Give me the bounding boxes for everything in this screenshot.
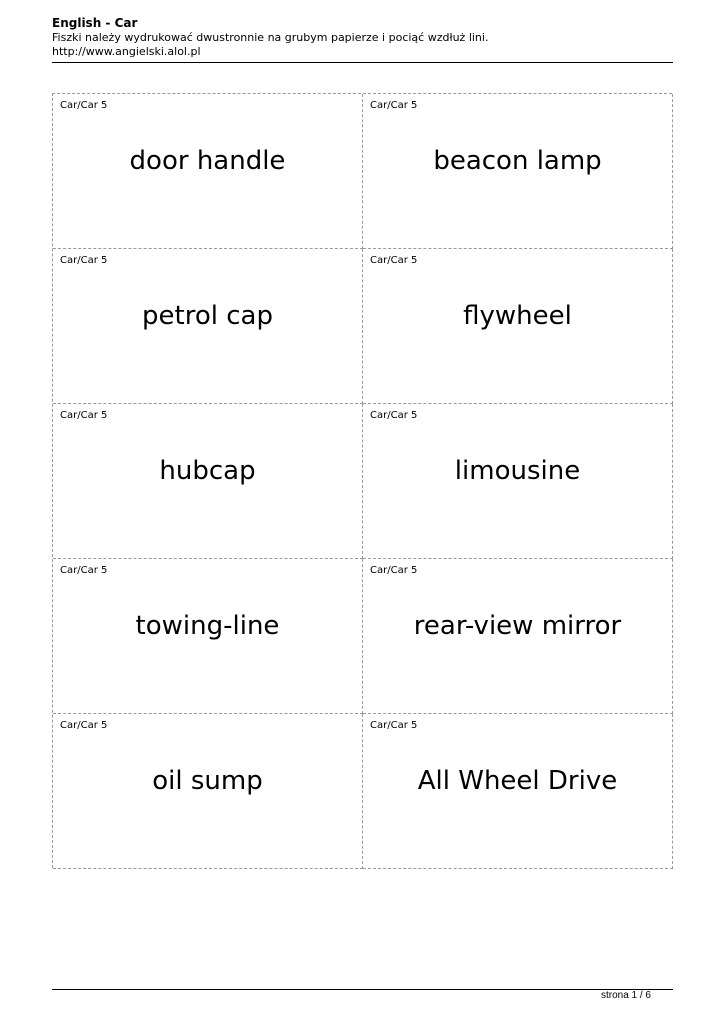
- card-word: beacon lamp: [433, 146, 602, 176]
- card-word: door handle: [129, 146, 286, 176]
- print-instructions: Fiszki należy wydrukować dwustronnie na grubym papierze i pociąć wzdłuż lini.: [52, 31, 489, 44]
- flashcard: [363, 94, 673, 249]
- card-word: oil sump: [152, 766, 263, 796]
- page-header: [52, 16, 673, 59]
- header-divider: [52, 62, 673, 63]
- flashcard: [53, 559, 363, 714]
- card-category: Car/Car 5: [60, 720, 108, 731]
- card-word: hubcap: [159, 456, 256, 486]
- flashcard: [363, 559, 673, 714]
- source-url: http://www.angielski.alol.pl: [52, 45, 201, 58]
- flashcard-grid: [52, 93, 672, 868]
- card-category: Car/Car 5: [60, 565, 108, 576]
- page-number: strona 1 / 6: [600, 990, 651, 1001]
- card-word: limousine: [454, 456, 581, 486]
- card-category: Car/Car 5: [370, 255, 418, 266]
- flashcard: [363, 714, 673, 869]
- card-category: Car/Car 5: [370, 410, 418, 421]
- card-category: Car/Car 5: [370, 100, 418, 111]
- card-word: petrol cap: [142, 301, 273, 331]
- flashcard: [53, 714, 363, 869]
- card-category: Car/Car 5: [370, 720, 418, 731]
- footer-divider: [52, 989, 673, 990]
- card-category: Car/Car 5: [60, 410, 108, 421]
- flashcard: [53, 94, 363, 249]
- card-category: Car/Car 5: [370, 565, 418, 576]
- card-category: Car/Car 5: [60, 255, 108, 266]
- card-word: All Wheel Drive: [417, 766, 618, 796]
- card-category: Car/Car 5: [60, 100, 108, 111]
- flashcard: [53, 404, 363, 559]
- card-word: rear-view mirror: [413, 611, 622, 641]
- flashcard: [363, 249, 673, 404]
- card-word: towing-line: [135, 611, 280, 641]
- document-title: English - Car: [52, 16, 138, 30]
- flashcard: [53, 249, 363, 404]
- flashcard: [363, 404, 673, 559]
- card-word: flywheel: [463, 301, 572, 331]
